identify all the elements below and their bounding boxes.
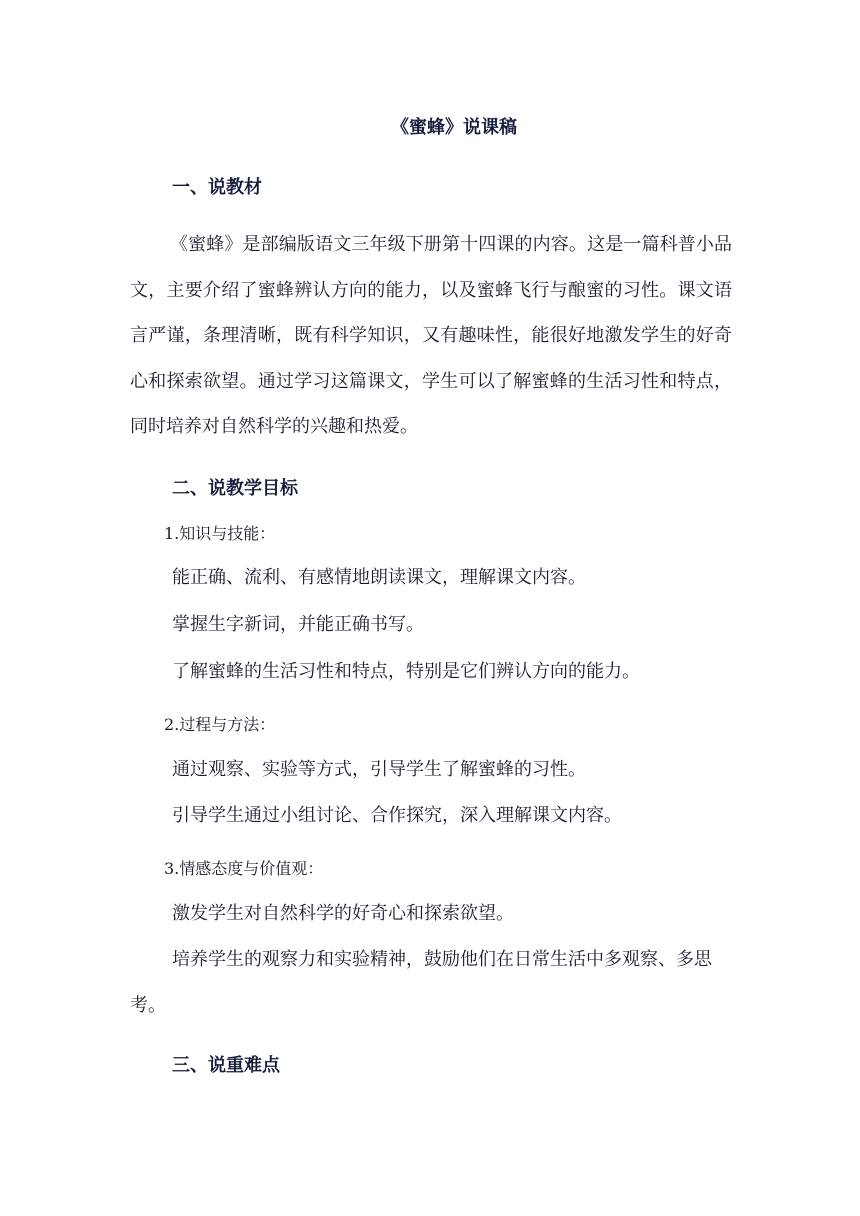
goal-emotion-paragraph: 培养学生的观察力和实验精神，鼓励他们在日常生活中多观察、多思考。 xyxy=(130,949,712,1016)
goal-knowledge-label: 1.知识与技能： xyxy=(164,524,276,543)
textbook-paragraph: 《蜜蜂》是部编版语文三年级下册第十四课的内容。这是一篇科普小品文，主要介绍了蜜蜂辨认方向的能力，以及蜜蜂飞行与酿蜜的习性。课文语言严谨，条理清晰，既有科学知识，又有趣味性，能很好地激发学生的好奇心和探索欲望。通过学习这篇课文，学生可以了解蜜蜂的生活习性和特点，同时培养对自然科学的兴趣和热爱。 xyxy=(130,234,732,437)
goal-knowledge-item-1: 能正确、流利、有感情地朗读课文，理解课文内容。 xyxy=(172,567,586,588)
goal-emotion-item-1: 激发学生对自然科学的好奇心和探索欲望。 xyxy=(172,903,514,924)
section-heading-goals: 二、说教学目标 xyxy=(172,478,298,499)
goal-process-label: 2.过程与方法： xyxy=(164,715,276,734)
document-title: 《蜜蜂》说课稿 xyxy=(391,117,517,138)
section-heading-textbook: 一、说教材 xyxy=(172,177,262,198)
goal-knowledge-item-2: 掌握生字新词，并能正确书写。 xyxy=(172,614,424,635)
goal-knowledge-item-3: 了解蜜蜂的生活习性和特点，特别是它们辨认方向的能力。 xyxy=(172,661,640,682)
goal-process-item-1: 通过观察、实验等方式，引导学生了解蜜蜂的习性。 xyxy=(172,759,586,780)
section-heading-key-points: 三、说重难点 xyxy=(172,1055,280,1076)
goal-emotion-label: 3.情感态度与价值观： xyxy=(164,859,324,878)
goal-process-item-2: 引导学生通过小组讨论、合作探究，深入理解课文内容。 xyxy=(172,805,622,826)
